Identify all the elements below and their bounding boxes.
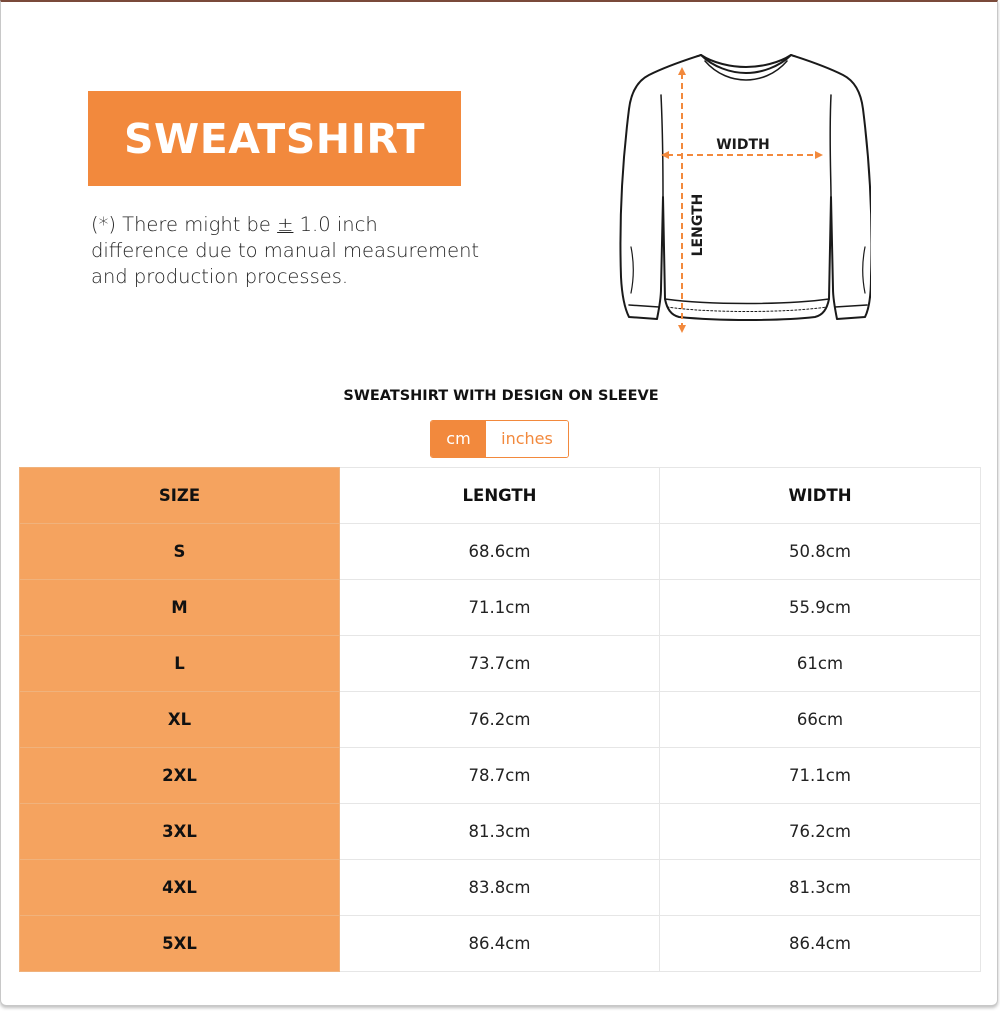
size-cell: 3XL [20,804,340,860]
width-cell: 61cm [660,636,981,692]
width-cell: 76.2cm [660,804,981,860]
size-cell: 2XL [20,748,340,804]
unit-inches-button[interactable]: inches [486,421,568,457]
table-row [20,636,981,692]
section-title: SWEATSHIRT WITH DESIGN ON SLEEVE [343,388,659,404]
length-cell: 76.2cm [340,692,660,748]
size-cell: M [20,580,340,636]
table-row [20,804,981,860]
product-title-banner [88,91,461,186]
header-size: SIZE [20,468,340,524]
size-cell: 5XL [20,916,340,972]
length-cell: 71.1cm [340,580,660,636]
unit-toggle [430,420,569,458]
size-cell: XL [20,692,340,748]
table-row [20,748,981,804]
length-cell: 86.4cm [340,916,660,972]
unit-cm-button[interactable]: cm [431,421,486,457]
length-cell: 78.7cm [340,748,660,804]
width-label: WIDTH [716,137,770,153]
width-cell: 55.9cm [660,580,981,636]
width-cell: 50.8cm [660,524,981,580]
table-row [20,916,981,972]
note-line-1: (*) There might be ± 1.0 inch [91,213,378,236]
size-table [19,467,981,972]
sweatshirt-outline-icon [609,47,871,342]
table-header-row [20,468,981,524]
table-row [20,692,981,748]
size-cell: 4XL [20,860,340,916]
length-cell: 83.8cm [340,860,660,916]
length-cell: 68.6cm [340,524,660,580]
header-length: LENGTH [340,468,660,524]
length-cell: 73.7cm [340,636,660,692]
width-cell: 81.3cm [660,860,981,916]
note-line-2: difference due to manual measurement [91,239,480,262]
table-row [20,580,981,636]
header-width: WIDTH [660,468,981,524]
length-label: LENGTH [690,193,706,257]
table-row [20,524,981,580]
product-title: SWEATSHIRT [123,114,426,163]
width-cell: 66cm [660,692,981,748]
width-cell: 86.4cm [660,916,981,972]
width-cell: 71.1cm [660,748,981,804]
size-cell: S [20,524,340,580]
length-cell: 81.3cm [340,804,660,860]
table-row [20,860,981,916]
measurement-note [91,212,541,290]
note-line-3: and production processes. [91,265,349,288]
size-cell: L [20,636,340,692]
